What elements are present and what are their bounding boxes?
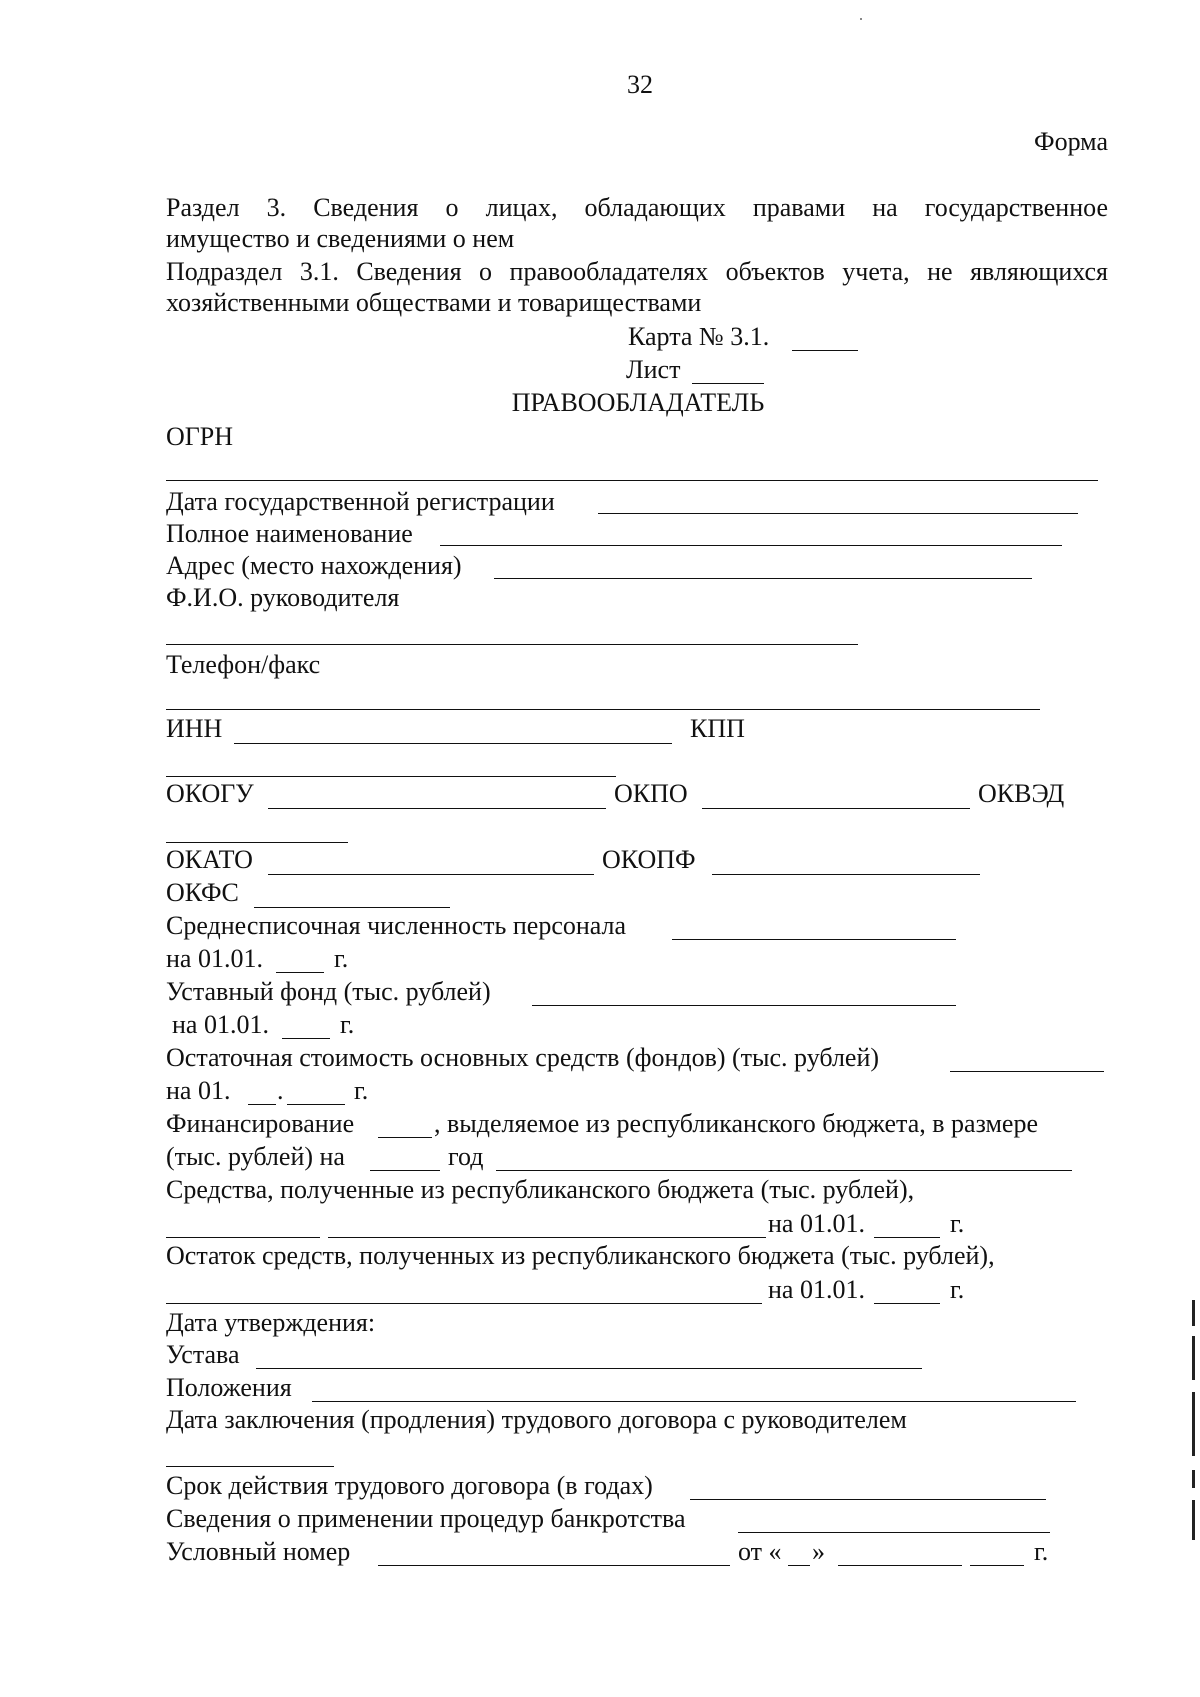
full-name-blank[interactable] [440,545,1062,546]
section-title-line1: Раздел 3. Сведения о лицах, обладающих правами на государственное [166,193,1108,222]
residual-value-blank[interactable] [950,1071,1104,1072]
funds-received-year-suffix: г. [950,1209,965,1238]
contract-date-blank[interactable] [166,1466,334,1467]
charter-fund-year-blank[interactable] [282,1038,330,1039]
funds-received-date-prefix: на 01.01. [768,1209,865,1238]
scan-edge-mark [1192,1470,1195,1488]
financing-year-label: год [448,1142,484,1171]
residual-year-blank[interactable] [287,1104,345,1105]
residual-month-blank[interactable] [248,1104,276,1105]
okogu-blank[interactable] [268,808,606,809]
ogrn-label: ОГРН [166,422,234,451]
sheet-label: Лист [626,355,681,384]
financing-type-blank[interactable] [378,1137,432,1138]
headcount-year-suffix: г. [334,944,349,973]
funds-received-year-blank[interactable] [874,1237,940,1238]
conditional-year-suffix: г. [1034,1537,1049,1566]
scan-edge-mark [1192,1300,1195,1326]
residual-value-label: Остаточная стоимость основных средств (фондов) (тыс. рублей) [166,1043,880,1072]
address-label: Адрес (место нахождения) [166,551,462,580]
residual-date-prefix: на 01. [166,1076,231,1105]
approval-date-label: Дата утверждения: [166,1308,376,1337]
okato-label: ОКАТО [166,845,253,874]
card-number-blank[interactable] [792,350,858,351]
phone-blank[interactable] [166,709,1040,710]
contract-term-label: Срок действия трудового договора (в годах) [166,1471,653,1500]
regulation-label: Положения [166,1373,292,1402]
funds-left-year-suffix: г. [950,1275,965,1304]
card-number-label: Карта № 3.1. [628,322,770,351]
contract-date-label: Дата заключения (продления) трудового договора с руководителем [166,1405,907,1434]
okfs-label: ОКФС [166,878,239,907]
charter-fund-label: Уставный фонд (тыс. рублей) [166,977,491,1006]
conditional-month-blank[interactable] [838,1565,962,1566]
kpp-label: КПП [690,714,745,743]
bankruptcy-label: Сведения о применении процедур банкротства [166,1504,686,1533]
scan-edge-mark [1192,1500,1195,1540]
charter-fund-year-suffix: г. [340,1010,355,1039]
page-number: 32 [627,70,653,99]
funds-left-value-blank[interactable] [166,1303,762,1304]
scan-speck [860,18,862,20]
reg-date-label: Дата государственной регистрации [166,487,555,516]
phone-label: Телефон/факс [166,650,321,679]
charter-fund-blank[interactable] [532,1005,956,1006]
subsection-title-line2: хозяйственными обществами и товариществами [166,288,702,317]
okopf-label: ОКОПФ [602,845,696,874]
subsection-title-line1: Подраздел 3.1. Сведения о правообладателях объектов учета, не являющихся [166,257,1108,286]
headcount-blank[interactable] [672,939,956,940]
financing-label: Финансирование [166,1109,355,1138]
full-name-label: Полное наименование [166,519,413,548]
contract-term-blank[interactable] [690,1499,1046,1500]
kpp-blank[interactable] [166,776,616,777]
inn-blank[interactable] [234,743,672,744]
okved-blank[interactable] [166,842,348,843]
residual-date-dot: . [277,1076,284,1105]
ogrn-blank[interactable] [166,480,1098,481]
director-blank[interactable] [166,644,858,645]
funds-received-amount-blank[interactable] [166,1237,320,1238]
conditional-date-quote: » [812,1537,825,1566]
conditional-day-blank[interactable] [788,1565,810,1566]
funds-left-label: Остаток средств, полученных из республиканского бюджета (тыс. рублей), [166,1241,995,1270]
okved-label: ОКВЭД [978,779,1065,808]
okpo-blank[interactable] [702,808,970,809]
conditional-number-label: Условный номер [166,1537,351,1566]
scan-edge-mark [1192,1392,1195,1456]
financing-amount-label: (тыс. рублей) на [166,1142,345,1171]
conditional-number-blank[interactable] [378,1565,730,1566]
scan-edge-mark [1192,1336,1195,1380]
form-heading: ПРАВООБЛАДАТЕЛЬ [511,388,765,417]
headcount-date-prefix: на 01.01. [166,944,263,973]
address-blank[interactable] [494,578,1032,579]
okogu-label: ОКОГУ [166,779,254,808]
inn-label: ИНН [166,714,223,743]
bankruptcy-blank[interactable] [738,1532,1050,1533]
okfs-blank[interactable] [254,907,450,908]
headcount-year-blank[interactable] [276,972,324,973]
reg-date-blank[interactable] [598,513,1078,514]
sheet-number-blank[interactable] [692,383,764,384]
conditional-year-blank[interactable] [970,1565,1024,1566]
funds-left-date-prefix: на 01.01. [768,1275,865,1304]
okato-blank[interactable] [268,874,594,875]
charter-fund-date-prefix: на 01.01. [172,1010,269,1039]
okopf-blank[interactable] [712,874,980,875]
regulation-date-blank[interactable] [312,1401,1076,1402]
okpo-label: ОКПО [614,779,688,808]
funds-received-value-blank[interactable] [328,1237,766,1238]
charter-label: Устава [166,1340,240,1369]
director-label: Ф.И.О. руководителя [166,583,400,612]
headcount-label: Среднесписочная численность персонала [166,911,627,940]
section-title-line2: имущество и сведениями о нем [166,224,515,253]
conditional-date-from: от « [738,1537,782,1566]
financing-year-blank[interactable] [496,1170,1072,1171]
financing-label-cont: , выделяемое из республиканского бюджета, в размере [434,1109,1039,1138]
financing-amount-blank[interactable] [370,1170,440,1171]
residual-year-suffix: г. [354,1076,369,1105]
funds-left-year-blank[interactable] [874,1303,940,1304]
form-label: Форма [1034,127,1108,156]
charter-date-blank[interactable] [256,1368,922,1369]
funds-received-label: Средства, полученные из республиканского бюджета (тыс. рублей), [166,1175,915,1204]
